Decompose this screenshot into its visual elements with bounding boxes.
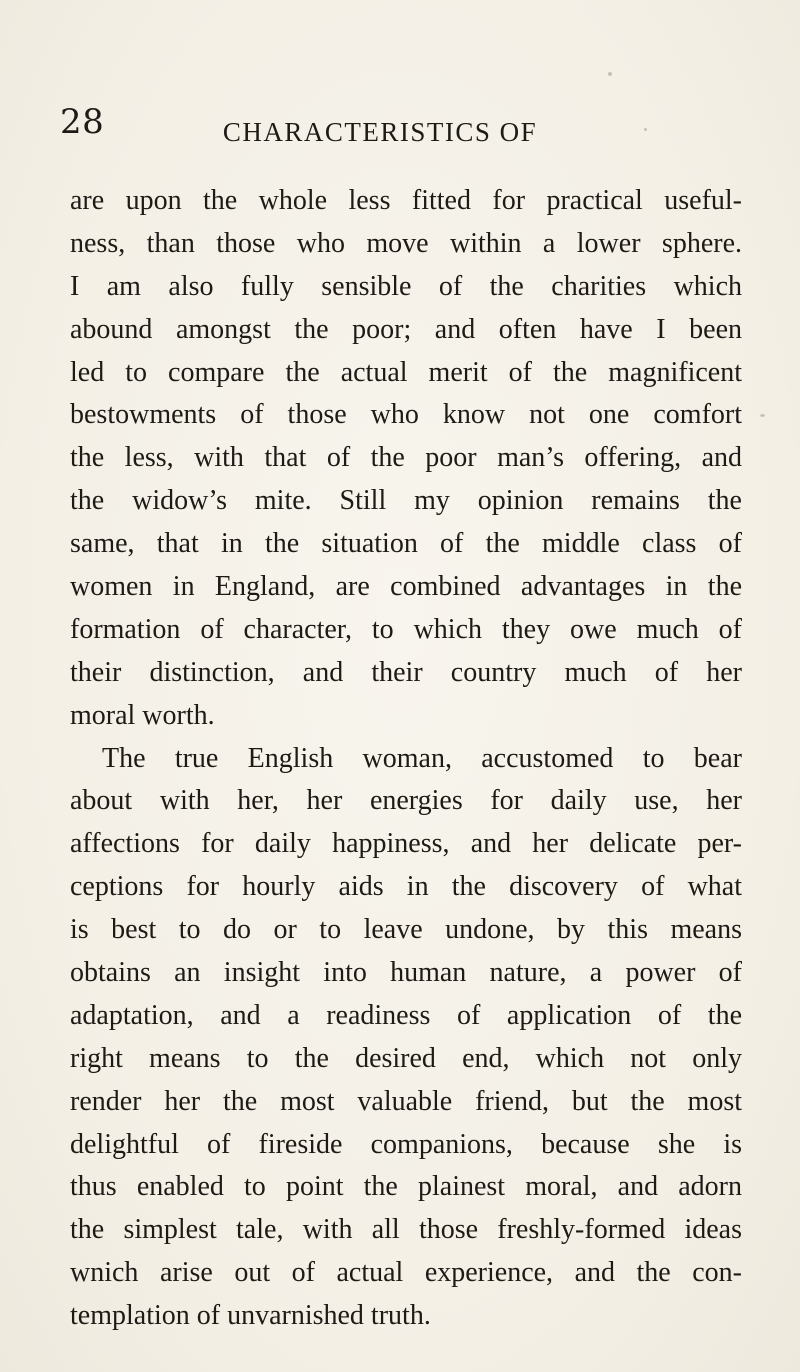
text-line: ceptions for hourly aids in the discovery of what <box>70 871 742 903</box>
paper-speck <box>644 128 647 131</box>
text-line: thus enabled to point the plainest moral, and adorn <box>70 1171 742 1203</box>
text-line: right means to the desired end, which not only <box>70 1042 742 1074</box>
text-line: women in England, are combined advantages in the <box>70 571 742 603</box>
paragraph <box>70 738 742 1338</box>
text-line: the less, with that of the poor man’s offering, and <box>70 442 742 474</box>
text-line: I am also fully sensible of the charities which <box>70 270 742 302</box>
text-line: The true English woman, accustomed to bear <box>102 742 742 774</box>
text-line: moral worth. <box>70 699 215 731</box>
text-line: led to compare the actual merit of the magnificent <box>70 356 742 388</box>
page-number: 28 <box>60 102 105 142</box>
body-text <box>70 180 742 1338</box>
text-line: about with her, her energies for daily use, her <box>70 785 742 817</box>
paragraph <box>70 180 742 738</box>
paper-speck <box>608 72 612 76</box>
text-line: ness, than those who move within a lower sphere. <box>70 227 742 259</box>
text-line: render her the most valuable friend, but the most <box>70 1085 742 1117</box>
text-line: adaptation, and a readiness of application of the <box>70 999 742 1031</box>
running-head: CHARACTERISTICS OF <box>222 117 538 147</box>
text-line: delightful of fireside companions, because she is <box>70 1128 742 1160</box>
text-line: obtains an insight into human nature, a power of <box>70 957 742 989</box>
text-line: wnich arise out of actual experience, and the con- <box>70 1257 742 1289</box>
text-line: the widow’s mite. Still my opinion remains the <box>70 485 742 517</box>
text-line: their distinction, and their country much of her <box>70 656 742 688</box>
text-line: is best to do or to leave undone, by this means <box>70 914 742 946</box>
text-line: templation of unvarnished truth. <box>70 1300 431 1332</box>
text-line: formation of character, to which they owe much of <box>70 613 742 645</box>
paper-speck <box>760 414 765 417</box>
text-line: bestowments of those who know not one comfort <box>70 399 742 431</box>
text-line: the simplest tale, with all those freshly-formed ideas <box>70 1214 742 1246</box>
text-line: same, that in the situation of the middle class of <box>70 528 742 560</box>
text-line: are upon the whole less fitted for practical useful- <box>70 185 742 216</box>
text-line: affections for daily happiness, and her delicate per- <box>70 828 742 860</box>
text-line: abound amongst the poor; and often have I been <box>70 313 742 345</box>
